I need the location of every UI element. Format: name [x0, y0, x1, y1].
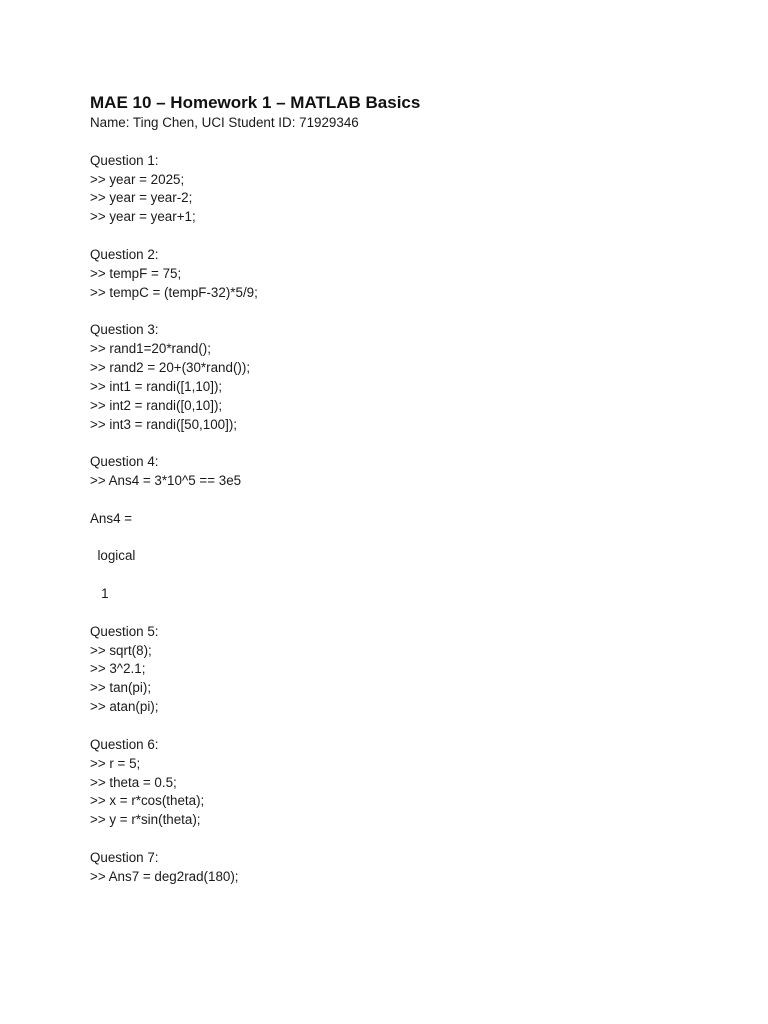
spacer [90, 830, 710, 849]
spacer [90, 227, 710, 246]
spacer [90, 529, 710, 548]
code-line: >> tempF = 75; [90, 265, 182, 281]
spacer [90, 566, 710, 585]
question-7 [90, 849, 710, 887]
code-line: >> atan(pi); [90, 699, 159, 715]
code-line: >> int3 = randi([50,100]); [90, 416, 238, 432]
question-label: Question 1: [90, 152, 159, 168]
output-variable: Ans4 = [90, 510, 133, 526]
code-line: >> sqrt(8); [90, 642, 152, 658]
question-label: Question 3: [90, 322, 159, 338]
question-label: Question 4: [90, 454, 159, 470]
question-5 [90, 623, 710, 717]
code-line: >> tan(pi); [90, 680, 152, 696]
question-label: Question 5: [90, 623, 159, 639]
spacer [90, 491, 710, 510]
spacer [90, 133, 710, 152]
question-6 [90, 736, 710, 830]
question-2 [90, 246, 710, 303]
spacer [90, 434, 710, 453]
question-label: Question 7: [90, 849, 159, 865]
output-type: logical [90, 548, 136, 564]
student-info: Name: Ting Chen, UCI Student ID: 71929346 [90, 115, 359, 130]
code-line: >> rand2 = 20+(30*rand()); [90, 359, 251, 375]
output-value: 1 [90, 586, 109, 602]
question-label: Question 6: [90, 736, 159, 752]
code-line: >> x = r*cos(theta); [90, 793, 205, 809]
code-line: >> int2 = randi([0,10]); [90, 397, 223, 413]
code-line: >> year = year-2; [90, 190, 193, 206]
spacer [90, 302, 710, 321]
code-line: >> r = 5; [90, 755, 141, 771]
code-line: >> theta = 0.5; [90, 774, 177, 790]
document-title: MAE 10 – Homework 1 – MATLAB Basics [90, 93, 421, 112]
code-line: >> rand1=20*rand(); [90, 341, 211, 357]
code-line: >> 3^2.1; [90, 661, 146, 677]
spacer [90, 604, 710, 623]
question-label: Question 2: [90, 246, 159, 262]
code-line: >> int1 = randi([1,10]); [90, 378, 223, 394]
code-line: >> year = 2025; [90, 171, 185, 187]
document-body [90, 92, 710, 887]
code-line: >> y = r*sin(theta); [90, 812, 201, 828]
question-3 [90, 321, 710, 434]
spacer [90, 717, 710, 736]
code-line: >> year = year+1; [90, 209, 196, 225]
code-line: >> Ans4 = 3*10^5 == 3e5 [90, 473, 242, 489]
code-line: >> tempC = (tempF-32)*5/9; [90, 284, 258, 300]
code-line: >> Ans7 = deg2rad(180); [90, 868, 239, 884]
question-1 [90, 152, 710, 227]
question-4 [90, 453, 710, 604]
